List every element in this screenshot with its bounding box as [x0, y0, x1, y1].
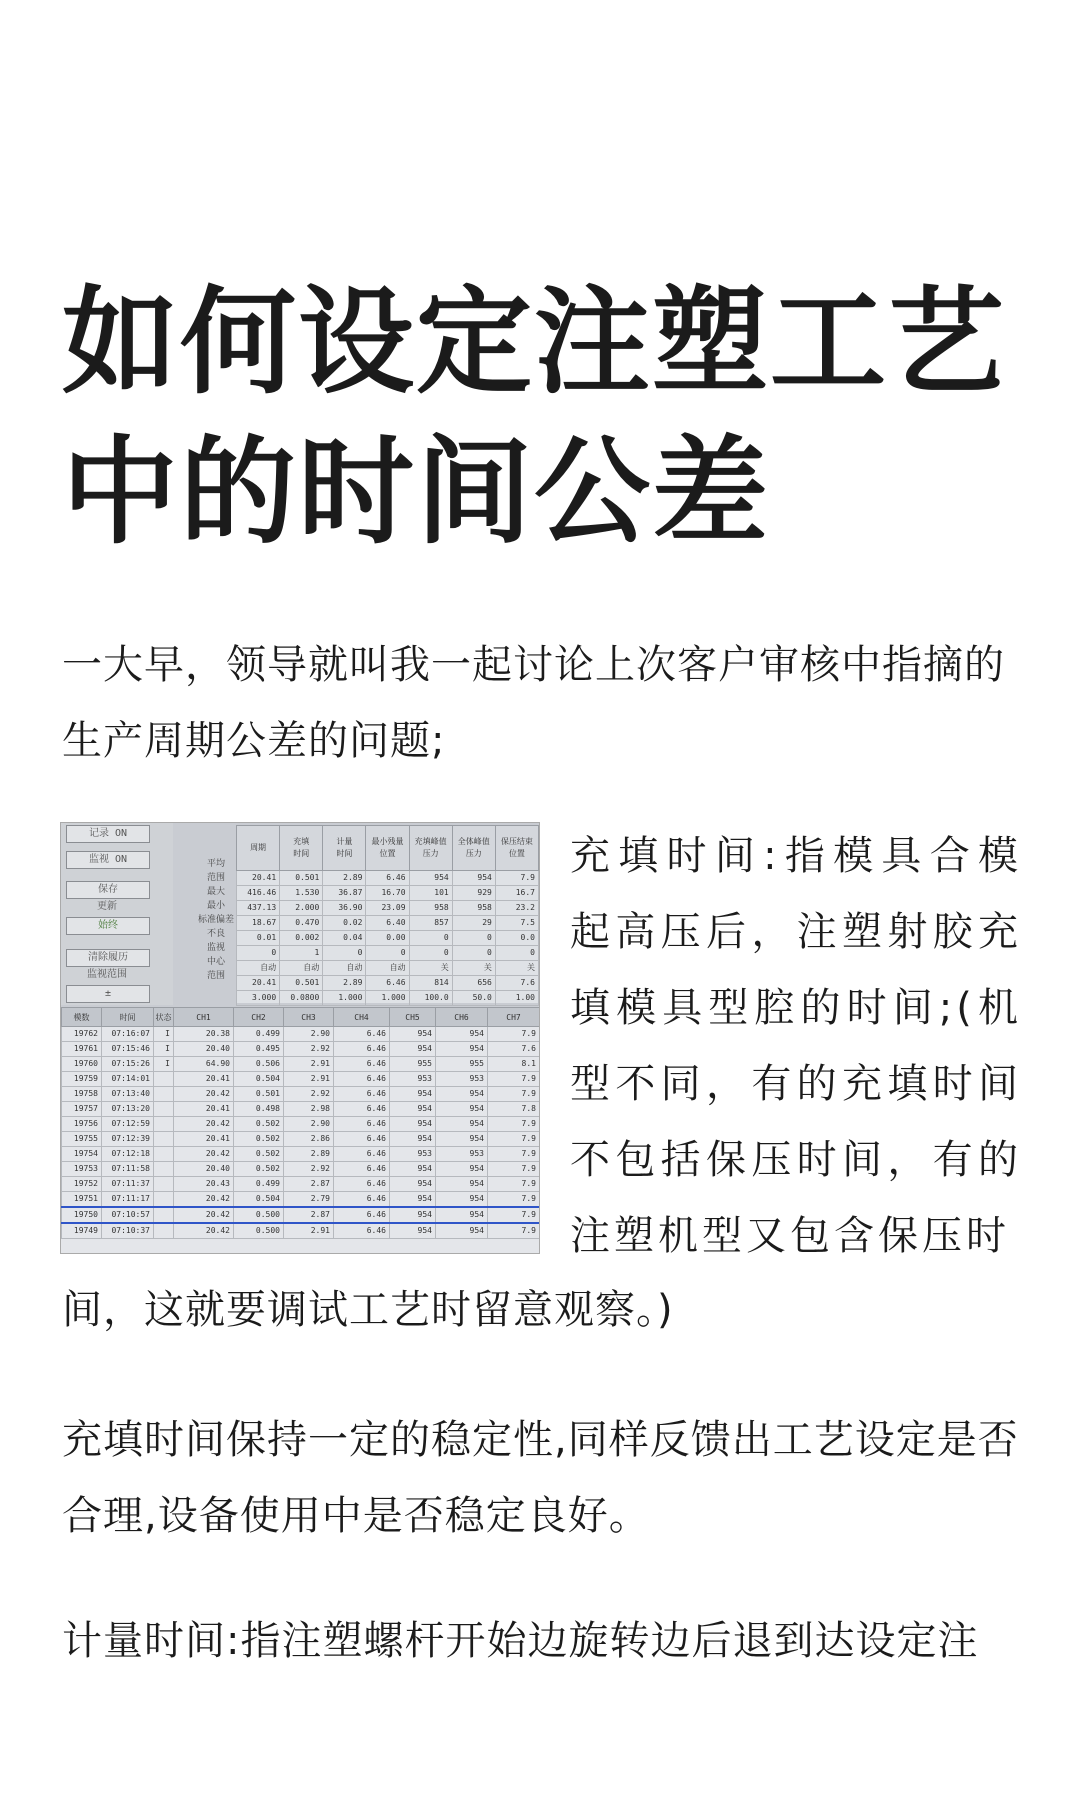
- log-row: [62, 1057, 540, 1072]
- log-row: [62, 1102, 540, 1117]
- log-cell: 19762: [62, 1027, 102, 1042]
- hmi-control-panel: [61, 823, 173, 1005]
- stat-cell: 958: [409, 901, 452, 916]
- stat-row: [237, 991, 539, 1006]
- stat-cell: 100.0: [409, 991, 452, 1006]
- log-cell: 19761: [62, 1042, 102, 1057]
- log-cell: 7.9: [488, 1117, 540, 1132]
- stat-cell: 6.40: [366, 916, 409, 931]
- log-cell: 20.41: [174, 1072, 234, 1087]
- stat-cell: 0: [409, 946, 452, 961]
- log-cell: 19759: [62, 1072, 102, 1087]
- log-row: [62, 1072, 540, 1087]
- stat-cell: 20.41: [237, 871, 280, 886]
- log-cell: 954: [390, 1207, 436, 1223]
- stat-cell: 929: [452, 886, 495, 901]
- log-cell: 954: [436, 1027, 488, 1042]
- log-cell: 19752: [62, 1177, 102, 1192]
- stat-cell: 0.01: [237, 931, 280, 946]
- stat-row-label: 标准偏差: [197, 915, 234, 925]
- log-cell: 0.502: [234, 1117, 284, 1132]
- stat-cell: 16.7: [495, 886, 538, 901]
- log-cell: 07:10:57: [102, 1207, 154, 1223]
- stat-row: [237, 886, 539, 901]
- log-column-header: CH5: [390, 1008, 436, 1027]
- log-cell: 7.9: [488, 1223, 540, 1239]
- log-cell: I: [154, 1057, 174, 1072]
- log-cell: 19749: [62, 1223, 102, 1239]
- log-column-header: CH7: [488, 1008, 540, 1027]
- log-cell: 955: [390, 1057, 436, 1072]
- stat-cell: 0.00: [366, 931, 409, 946]
- log-cell: 954: [390, 1192, 436, 1208]
- fill-time-definition: 充填时间:指模具合模起高压后，注塑射胶充填模具型腔的时间;(机型不同，有的充填时间不包括保压时间，有的注塑机型又包含保压时: [570, 833, 1022, 1259]
- log-cell: 6.46: [334, 1027, 390, 1042]
- log-cell: 954: [390, 1087, 436, 1102]
- log-cell: [154, 1223, 174, 1239]
- log-cell: 954: [390, 1177, 436, 1192]
- log-cell: 0.500: [234, 1207, 284, 1223]
- log-cell: 07:11:37: [102, 1177, 154, 1192]
- stat-cell: 7.5: [495, 916, 538, 931]
- log-cell: 19760: [62, 1057, 102, 1072]
- log-cell: 0.499: [234, 1027, 284, 1042]
- log-cell: 7.9: [488, 1177, 540, 1192]
- stat-row: [237, 931, 539, 946]
- stat-row-label: 监视: [206, 943, 225, 953]
- stat-cell: 0: [366, 946, 409, 961]
- stat-cell: 自动: [366, 961, 409, 976]
- stat-cell: 954: [452, 871, 495, 886]
- log-cell: 7.8: [488, 1102, 540, 1117]
- stat-cell: 1.000: [323, 991, 366, 1006]
- log-cell: [154, 1117, 174, 1132]
- log-cell: 2.92: [284, 1162, 334, 1177]
- title-line-2: 中的时间公差: [62, 425, 770, 560]
- log-cell: 953: [436, 1147, 488, 1162]
- article-title: [62, 268, 1042, 568]
- log-cell: 6.46: [334, 1072, 390, 1087]
- title-line-1: 如何设定注塑工艺: [62, 275, 1006, 410]
- log-cell: 6.46: [334, 1132, 390, 1147]
- log-cell: [154, 1192, 174, 1208]
- stat-cell: 自动: [280, 961, 323, 976]
- log-cell: 953: [390, 1147, 436, 1162]
- log-cell: I: [154, 1027, 174, 1042]
- stat-column-header: 最小残量 位置: [366, 826, 409, 871]
- log-cell: 0.502: [234, 1132, 284, 1147]
- stat-cell: 7.6: [495, 976, 538, 991]
- stat-cell: 0.470: [280, 916, 323, 931]
- stat-row-label: 范围: [206, 873, 225, 883]
- log-cell: 0.506: [234, 1057, 284, 1072]
- stat-cell: 0.0: [495, 931, 538, 946]
- stat-cell: 0.002: [280, 931, 323, 946]
- log-cell: 954: [436, 1042, 488, 1057]
- stat-cell: 0.501: [280, 871, 323, 886]
- log-cell: 07:13:20: [102, 1102, 154, 1117]
- stat-row-label: 最小: [206, 901, 225, 911]
- log-cell: 07:12:39: [102, 1132, 154, 1147]
- stat-column-header: 充填峰值 压力: [409, 826, 452, 871]
- log-cell: 954: [436, 1162, 488, 1177]
- log-cell: 19753: [62, 1162, 102, 1177]
- log-cell: 2.79: [284, 1192, 334, 1208]
- log-cell: 6.46: [334, 1207, 390, 1223]
- log-cell: 7.9: [488, 1027, 540, 1042]
- stat-cell: 18.67: [237, 916, 280, 931]
- stat-cell: 0: [409, 931, 452, 946]
- log-cell: 2.90: [284, 1027, 334, 1042]
- log-cell: [154, 1132, 174, 1147]
- log-cell: 7.9: [488, 1072, 540, 1087]
- log-cell: 07:14:01: [102, 1072, 154, 1087]
- stat-cell: 857: [409, 916, 452, 931]
- log-cell: 6.46: [334, 1087, 390, 1102]
- log-cell: 954: [436, 1087, 488, 1102]
- log-cell: 6.46: [334, 1162, 390, 1177]
- log-cell: 954: [390, 1102, 436, 1117]
- stat-cell: 20.41: [237, 976, 280, 991]
- stat-cell: 814: [409, 976, 452, 991]
- log-column-header: CH2: [234, 1008, 284, 1027]
- log-cell: 954: [390, 1162, 436, 1177]
- stat-column-header: 周期: [237, 826, 280, 871]
- log-cell: 953: [436, 1072, 488, 1087]
- plus-minus-field: ±: [66, 985, 150, 1003]
- log-cell: 953: [390, 1072, 436, 1087]
- log-cell: 64.90: [174, 1057, 234, 1072]
- stat-cell: 0.501: [280, 976, 323, 991]
- stat-row: [237, 871, 539, 886]
- log-cell: 07:13:40: [102, 1087, 154, 1102]
- stat-cell: 2.89: [323, 871, 366, 886]
- log-cell: 954: [390, 1117, 436, 1132]
- log-cell: 20.42: [174, 1192, 234, 1208]
- log-column-header: 时间: [102, 1008, 154, 1027]
- always-button: 始终: [66, 917, 150, 935]
- log-cell: 2.87: [284, 1177, 334, 1192]
- log-cell: 0.502: [234, 1162, 284, 1177]
- log-cell: 20.41: [174, 1132, 234, 1147]
- log-cell: 20.40: [174, 1042, 234, 1057]
- stat-column-header: 充填 时间: [280, 826, 323, 871]
- record-on-button: 记录 ON: [66, 825, 150, 843]
- log-cell: I: [154, 1042, 174, 1057]
- log-column-header: CH1: [174, 1008, 234, 1027]
- cycle-log-table: [61, 1007, 539, 1253]
- log-column-header: CH3: [284, 1008, 334, 1027]
- log-column-header: CH6: [436, 1008, 488, 1027]
- log-cell: 0.499: [234, 1177, 284, 1192]
- log-cell: 07:10:37: [102, 1223, 154, 1239]
- log-cell: 20.42: [174, 1087, 234, 1102]
- log-row: [62, 1087, 540, 1102]
- log-row: [62, 1207, 540, 1223]
- log-cell: 2.91: [284, 1223, 334, 1239]
- stat-cell: 1.000: [366, 991, 409, 1006]
- log-cell: 7.9: [488, 1147, 540, 1162]
- log-cell: 19757: [62, 1102, 102, 1117]
- stat-cell: 0.0800: [280, 991, 323, 1006]
- stat-cell: 6.46: [366, 976, 409, 991]
- log-cell: 19758: [62, 1087, 102, 1102]
- log-cell: [154, 1177, 174, 1192]
- log-row: [62, 1147, 540, 1162]
- log-cell: 20.42: [174, 1117, 234, 1132]
- log-cell: 2.90: [284, 1117, 334, 1132]
- stat-row-label: 中心: [206, 957, 225, 967]
- log-cell: 19750: [62, 1207, 102, 1223]
- log-cell: [154, 1087, 174, 1102]
- stat-cell: 关: [409, 961, 452, 976]
- hmi-screenshot-photo: [60, 822, 540, 1254]
- stat-cell: 656: [452, 976, 495, 991]
- stat-cell: 0: [323, 946, 366, 961]
- stat-row: [237, 946, 539, 961]
- log-cell: 954: [436, 1207, 488, 1223]
- stat-cell: 0: [495, 946, 538, 961]
- stat-cell: 0.02: [323, 916, 366, 931]
- log-cell: 6.46: [334, 1177, 390, 1192]
- log-row: [62, 1223, 540, 1239]
- stat-cell: 0: [452, 931, 495, 946]
- log-cell: 19754: [62, 1147, 102, 1162]
- log-cell: 6.46: [334, 1147, 390, 1162]
- fill-time-definition-continued: 间，这就要调试工艺时留意观察。): [62, 1287, 674, 1333]
- log-cell: 0.498: [234, 1102, 284, 1117]
- stat-column-header: 全体峰值 压力: [452, 826, 495, 871]
- stat-cell: 6.46: [366, 871, 409, 886]
- log-cell: 07:12:59: [102, 1117, 154, 1132]
- stat-row: [237, 976, 539, 991]
- log-cell: 954: [436, 1192, 488, 1208]
- log-cell: 7.9: [488, 1087, 540, 1102]
- log-cell: 20.41: [174, 1102, 234, 1117]
- clear-history-button: 清除履历: [66, 949, 150, 967]
- log-cell: [154, 1102, 174, 1117]
- log-cell: 6.46: [334, 1057, 390, 1072]
- stat-column-header: 计量 时间: [323, 826, 366, 871]
- stability-paragraph: 充填时间保持一定的稳定性,同样反馈出工艺设定是否合理,设备使用中是否稳定良好。: [62, 1417, 1019, 1539]
- stat-cell: 3.000: [237, 991, 280, 1006]
- stat-cell: 101: [409, 886, 452, 901]
- log-cell: 2.92: [284, 1087, 334, 1102]
- stat-cell: 自动: [323, 961, 366, 976]
- log-row: [62, 1027, 540, 1042]
- log-cell: 07:11:58: [102, 1162, 154, 1177]
- stat-cell: 16.70: [366, 886, 409, 901]
- log-cell: 954: [390, 1027, 436, 1042]
- stat-row: [237, 916, 539, 931]
- stat-cell: 50.0: [452, 991, 495, 1006]
- log-cell: 954: [390, 1132, 436, 1147]
- log-cell: 8.1: [488, 1057, 540, 1072]
- stat-cell: 自动: [237, 961, 280, 976]
- log-row: [62, 1132, 540, 1147]
- log-cell: 0.500: [234, 1223, 284, 1239]
- log-cell: [154, 1207, 174, 1223]
- log-cell: 954: [436, 1177, 488, 1192]
- stat-cell: 437.13: [237, 901, 280, 916]
- log-column-header: 模数: [62, 1008, 102, 1027]
- save-button: 保存: [66, 881, 150, 899]
- log-cell: 0.504: [234, 1072, 284, 1087]
- log-cell: 7.9: [488, 1162, 540, 1177]
- update-label: 更新: [97, 901, 117, 912]
- log-cell: 2.87: [284, 1207, 334, 1223]
- stat-cell: 954: [409, 871, 452, 886]
- log-cell: 07:12:18: [102, 1147, 154, 1162]
- log-cell: 954: [436, 1223, 488, 1239]
- log-cell: 07:16:07: [102, 1027, 154, 1042]
- log-cell: 0.501: [234, 1087, 284, 1102]
- log-cell: 20.42: [174, 1207, 234, 1223]
- log-row: [62, 1192, 540, 1208]
- stat-row-label: 平均: [206, 859, 225, 869]
- stat-row-labels: [197, 857, 235, 983]
- log-cell: 07:15:46: [102, 1042, 154, 1057]
- monitor-on-button: 监视 ON: [66, 851, 150, 869]
- stat-cell: 23.09: [366, 901, 409, 916]
- stat-cell: 7.9: [495, 871, 538, 886]
- stat-cell: 0.04: [323, 931, 366, 946]
- log-cell: 954: [390, 1223, 436, 1239]
- log-cell: [154, 1162, 174, 1177]
- log-cell: 19755: [62, 1132, 102, 1147]
- stat-row: [237, 901, 539, 916]
- log-cell: 954: [436, 1132, 488, 1147]
- log-cell: 20.42: [174, 1223, 234, 1239]
- stat-cell: 1.00: [495, 991, 538, 1006]
- log-cell: 2.86: [284, 1132, 334, 1147]
- log-cell: 6.46: [334, 1117, 390, 1132]
- stat-cell: 416.46: [237, 886, 280, 901]
- log-cell: 2.92: [284, 1042, 334, 1057]
- stat-column-header: 保压结束 位置: [495, 826, 538, 871]
- stat-row-label: 范围: [206, 971, 225, 981]
- log-cell: 20.43: [174, 1177, 234, 1192]
- stat-cell: 36.87: [323, 886, 366, 901]
- log-cell: 19751: [62, 1192, 102, 1208]
- log-cell: 954: [436, 1117, 488, 1132]
- log-row: [62, 1177, 540, 1192]
- log-cell: 0.504: [234, 1192, 284, 1208]
- log-cell: 7.9: [488, 1132, 540, 1147]
- metering-paragraph: 计量时间:指注塑螺杆开始边旋转边后退到达设定注: [62, 1618, 979, 1664]
- log-cell: 6.46: [334, 1192, 390, 1208]
- log-cell: 0.495: [234, 1042, 284, 1057]
- log-cell: 2.91: [284, 1057, 334, 1072]
- stat-cell: 2.89: [323, 976, 366, 991]
- log-cell: 7.9: [488, 1192, 540, 1208]
- stat-cell: 23.2: [495, 901, 538, 916]
- stat-cell: 0: [237, 946, 280, 961]
- stat-row-label: 最大: [206, 887, 225, 897]
- stat-cell: 958: [452, 901, 495, 916]
- stat-cell: 关: [452, 961, 495, 976]
- log-cell: 0.502: [234, 1147, 284, 1162]
- log-cell: 2.98: [284, 1102, 334, 1117]
- log-cell: 7.6: [488, 1042, 540, 1057]
- stat-row: [237, 961, 539, 976]
- log-cell: 955: [436, 1057, 488, 1072]
- stat-cell: 1: [280, 946, 323, 961]
- stat-cell: 1.530: [280, 886, 323, 901]
- log-cell: 6.46: [334, 1102, 390, 1117]
- log-column-header: 状态: [154, 1008, 174, 1027]
- intro-paragraph: 一大早，领导就叫我一起讨论上次客户审核中指摘的生产周期公差的问题;: [62, 642, 1005, 764]
- monitor-range-label: 监视范围: [87, 969, 127, 980]
- log-row: [62, 1042, 540, 1057]
- stat-cell: 29: [452, 916, 495, 931]
- log-cell: 19756: [62, 1117, 102, 1132]
- stat-cell: 2.000: [280, 901, 323, 916]
- log-cell: 954: [436, 1102, 488, 1117]
- stat-cell: 36.90: [323, 901, 366, 916]
- log-cell: 7.9: [488, 1207, 540, 1223]
- log-cell: 2.91: [284, 1072, 334, 1087]
- log-row: [62, 1117, 540, 1132]
- stat-row-label: 不良: [206, 929, 225, 939]
- log-cell: [154, 1147, 174, 1162]
- log-cell: 2.89: [284, 1147, 334, 1162]
- log-cell: [154, 1072, 174, 1087]
- log-cell: 6.46: [334, 1042, 390, 1057]
- log-cell: 07:11:17: [102, 1192, 154, 1208]
- log-cell: 07:15:26: [102, 1057, 154, 1072]
- log-cell: 20.40: [174, 1162, 234, 1177]
- log-cell: 20.42: [174, 1147, 234, 1162]
- log-row: [62, 1162, 540, 1177]
- statistics-table: [236, 825, 539, 1003]
- stat-cell: 关: [495, 961, 538, 976]
- stat-cell: 0: [452, 946, 495, 961]
- log-cell: 954: [390, 1042, 436, 1057]
- log-cell: 6.46: [334, 1223, 390, 1239]
- log-column-header: CH4: [334, 1008, 390, 1027]
- log-cell: 20.38: [174, 1027, 234, 1042]
